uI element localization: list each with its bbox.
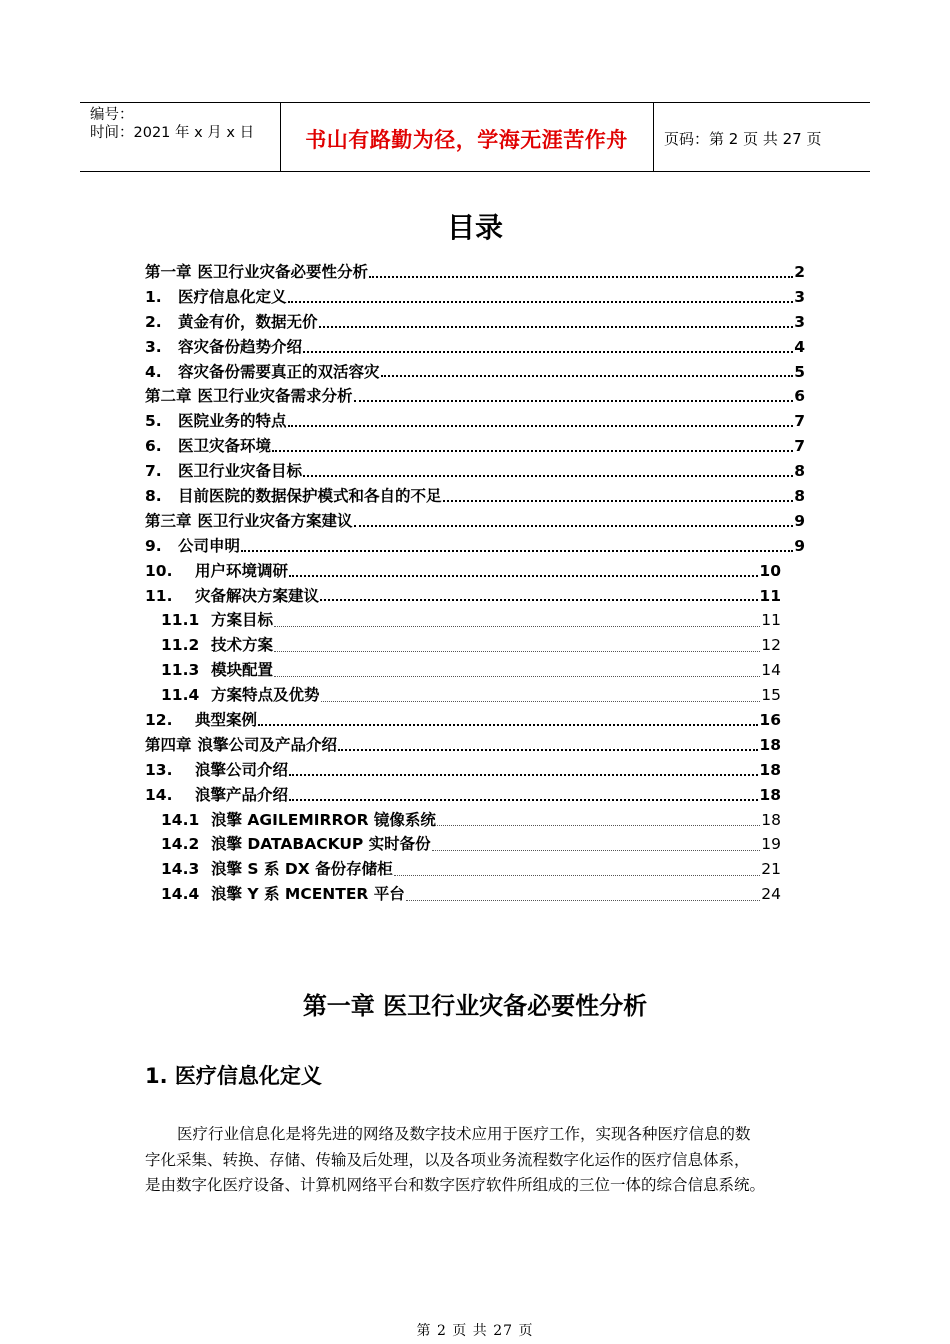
toc-entry-page: 19 bbox=[761, 835, 781, 854]
toc-entry[interactable] bbox=[145, 832, 781, 857]
toc-entry-title: 医卫灾备环境 bbox=[178, 437, 272, 456]
toc-entry-number: 11.1 bbox=[161, 611, 200, 630]
toc-leader-dots bbox=[303, 475, 793, 477]
toc-entry-number: 第三章 bbox=[145, 511, 192, 530]
toc-leader-dots bbox=[303, 351, 793, 353]
toc-entry[interactable] bbox=[145, 882, 781, 907]
toc-entry-title: 医卫行业灾备方案建议 bbox=[197, 511, 353, 530]
toc-entry-title: 目前医院的数据保护模式和各自的不足 bbox=[178, 487, 442, 506]
toc-entry-title: 浪擎 DATABACKUP 实时备份 bbox=[211, 835, 431, 854]
toc-leader-dots bbox=[437, 825, 760, 826]
toc-entry-number: 10. bbox=[145, 561, 173, 580]
toc-entry-page: 15 bbox=[761, 686, 781, 705]
toc-entry-number: 3. bbox=[145, 337, 162, 356]
paragraph-line: 字化采集、转换、存储、传输及后处理，以及各项业务流程数字化运作的医疗信息体系， bbox=[145, 1150, 750, 1169]
toc-entry[interactable] bbox=[145, 783, 781, 808]
toc-leader-dots bbox=[241, 550, 793, 552]
toc-entry-page: 18 bbox=[759, 785, 781, 804]
toc-entry-page: 12 bbox=[761, 636, 781, 655]
section-heading: 1. 医疗信息化定义 bbox=[145, 1064, 322, 1088]
toc-entry[interactable] bbox=[145, 683, 781, 708]
toc-entry-title: 模块配置 bbox=[211, 661, 274, 680]
toc-entry-number: 6. bbox=[145, 437, 162, 456]
toc-entry-title: 容灾备份趋势介绍 bbox=[178, 337, 303, 356]
paragraph-line: 是由数字化医疗设备、计算机网络平台和数字医疗软件所组成的三位一体的综合信息系统。 bbox=[145, 1176, 766, 1194]
toc-entry-page: 6 bbox=[794, 387, 805, 406]
toc-leader-dots bbox=[289, 799, 758, 801]
toc-entry-title: 用户环境调研 bbox=[195, 561, 289, 580]
paragraph-line: 医疗行业信息化是将先进的网络及数字技术应用于医疗工作，实现各种医疗信息的数 bbox=[177, 1125, 751, 1143]
toc-leader-dots bbox=[354, 400, 794, 402]
toc-entry-title: 浪擎 S 系 DX 备份存储柜 bbox=[211, 860, 393, 879]
toc-entry-number: 7. bbox=[145, 462, 162, 481]
toc-entry-page: 3 bbox=[794, 287, 805, 306]
toc-entry-page: 4 bbox=[794, 337, 805, 356]
toc-entry-number: 14.2 bbox=[161, 835, 200, 854]
toc-entry-page: 16 bbox=[759, 711, 781, 730]
toc-entry-page: 8 bbox=[794, 462, 805, 481]
toc-entry-number: 13. bbox=[145, 760, 173, 779]
toc-entry-page: 7 bbox=[794, 437, 805, 456]
toc-entry-number: 11.4 bbox=[161, 686, 200, 705]
toc-entry-title: 方案目标 bbox=[211, 611, 274, 630]
toc-entry[interactable] bbox=[145, 360, 805, 385]
toc-entry-number: 4. bbox=[145, 362, 162, 381]
toc-entry-title: 浪擎 AGILEMIRROR 镜像系统 bbox=[211, 810, 436, 829]
toc-entry-title: 医卫行业灾备必要性分析 bbox=[197, 263, 369, 281]
toc-entry-number: 1. bbox=[145, 287, 162, 306]
toc-leader-dots bbox=[272, 450, 793, 452]
toc-entry-page: 21 bbox=[761, 860, 781, 879]
header-motto-cell bbox=[280, 103, 654, 171]
toc-entry-title: 技术方案 bbox=[211, 636, 274, 655]
toc-leader-dots bbox=[258, 724, 758, 726]
toc-entry-page: 7 bbox=[794, 412, 805, 431]
toc-entry-number: 14.4 bbox=[161, 885, 200, 904]
toc-leader-dots bbox=[274, 651, 760, 652]
toc-entry[interactable] bbox=[145, 459, 805, 484]
toc-entry-title: 医院业务的特点 bbox=[178, 412, 287, 431]
toc-title: 目录 bbox=[446, 211, 503, 244]
toc-entry-page: 24 bbox=[761, 885, 781, 904]
toc-entry-number: 14.1 bbox=[161, 810, 200, 829]
toc-leader-dots bbox=[288, 425, 794, 427]
toc-entry-title: 浪擎公司及产品介绍 bbox=[197, 735, 338, 754]
toc-entry-title: 医卫行业灾备目标 bbox=[178, 462, 303, 481]
toc-entry[interactable] bbox=[145, 310, 805, 335]
toc-entry[interactable] bbox=[145, 708, 781, 733]
toc-entry-page: 10 bbox=[759, 561, 781, 580]
toc-entry-page: 2 bbox=[794, 263, 805, 281]
chapter-heading: 第一章 医卫行业灾备必要性分析 bbox=[302, 992, 648, 1020]
body-paragraph bbox=[145, 1122, 805, 1199]
toc-entry-page: 18 bbox=[761, 810, 781, 829]
toc-entry-page: 3 bbox=[794, 312, 805, 331]
toc-entry-title: 医卫行业灾备需求分析 bbox=[197, 387, 353, 406]
toc-leader-dots bbox=[289, 575, 758, 577]
toc-entry[interactable] bbox=[145, 857, 781, 882]
toc-entry[interactable] bbox=[145, 384, 805, 409]
toc-leader-dots bbox=[443, 500, 794, 502]
toc-entry-title: 公司申明 bbox=[178, 536, 241, 555]
toc-entry-page: 11 bbox=[761, 611, 781, 630]
toc-entry-number: 11.2 bbox=[161, 636, 200, 655]
toc-entry-title: 典型案例 bbox=[195, 711, 258, 730]
toc-entry-number: 2. bbox=[145, 312, 162, 331]
header-page-cell bbox=[654, 103, 870, 171]
toc-entry-title: 浪擎公司介绍 bbox=[195, 760, 289, 779]
toc-leader-dots bbox=[369, 276, 793, 278]
toc-leader-dots bbox=[274, 676, 760, 677]
toc-entry[interactable] bbox=[145, 733, 781, 758]
toc-entry-title: 医疗信息化定义 bbox=[178, 287, 287, 306]
toc-entry[interactable] bbox=[145, 559, 781, 584]
time-label: 时间：2021 年 x 月 x 日 bbox=[90, 125, 255, 141]
toc-entry-number: 第一章 bbox=[145, 263, 192, 281]
toc-entry-title: 浪擎 Y 系 MCENTER 平台 bbox=[211, 885, 405, 904]
toc-entry-page: 9 bbox=[794, 511, 805, 530]
toc-leader-dots bbox=[406, 900, 761, 901]
toc-leader-dots bbox=[354, 525, 794, 527]
toc-entry[interactable] bbox=[145, 484, 805, 509]
toc-entry[interactable] bbox=[145, 658, 781, 683]
toc-entry[interactable] bbox=[145, 758, 781, 783]
toc-entry[interactable] bbox=[145, 509, 805, 534]
toc-entry-page: 5 bbox=[794, 362, 805, 381]
toc-entry[interactable] bbox=[145, 260, 805, 285]
toc-entry[interactable] bbox=[145, 808, 781, 833]
toc-entry-number: 11.3 bbox=[161, 661, 200, 680]
toc-entry-number: 第二章 bbox=[145, 387, 192, 406]
toc-leader-dots bbox=[320, 599, 758, 601]
toc-entry-page: 8 bbox=[794, 487, 805, 506]
toc-leader-dots bbox=[394, 875, 761, 876]
toc-entry-title: 黄金有价，数据无价 bbox=[178, 312, 318, 331]
toc-leader-dots bbox=[289, 774, 758, 776]
toc-entry-page: 9 bbox=[794, 536, 805, 555]
toc-entry-page: 18 bbox=[759, 760, 781, 779]
toc-entry-page: 18 bbox=[759, 735, 781, 754]
toc-entry-title: 方案特点及优势 bbox=[211, 686, 320, 705]
toc-entry-title: 灾备解决方案建议 bbox=[195, 586, 320, 605]
toc-entry-number: 9. bbox=[145, 536, 162, 555]
toc-entry-number: 11. bbox=[145, 586, 173, 605]
toc-entry-number: 8. bbox=[145, 487, 162, 506]
page-info: 页码：第 2 页 共 27 页 bbox=[664, 130, 822, 148]
toc-entry-number: 14.3 bbox=[161, 860, 200, 879]
toc-entry-page: 14 bbox=[761, 661, 781, 680]
toc-entry-title: 容灾备份需要真正的双活容灾 bbox=[178, 362, 380, 381]
toc-leader-dots bbox=[381, 375, 794, 377]
toc-leader-dots bbox=[432, 850, 761, 851]
toc-entry[interactable] bbox=[145, 434, 805, 459]
toc-entry-title: 浪擎产品介绍 bbox=[195, 785, 289, 804]
toc-entry-number: 5. bbox=[145, 412, 162, 431]
toc-entry[interactable] bbox=[145, 633, 781, 658]
motto-text: 书山有路勤为径，学海无涯苦作舟 bbox=[305, 127, 628, 152]
toc-entry[interactable] bbox=[145, 409, 805, 434]
toc-leader-dots bbox=[274, 626, 760, 627]
toc-entry[interactable] bbox=[145, 335, 805, 360]
toc-entry[interactable] bbox=[145, 608, 781, 633]
header-meta-cell bbox=[80, 103, 281, 171]
toc-entry-page: 11 bbox=[759, 586, 781, 605]
number-label: 编号： bbox=[90, 107, 134, 123]
toc-entry[interactable] bbox=[145, 584, 781, 609]
page-footer: 第 2 页 共 27 页 bbox=[416, 1323, 534, 1339]
toc-entry-number: 12. bbox=[145, 711, 173, 730]
toc-leader-dots bbox=[321, 701, 761, 702]
toc-entry[interactable] bbox=[145, 285, 805, 310]
toc-entry-number: 14. bbox=[145, 785, 173, 804]
table-of-contents bbox=[145, 260, 805, 907]
document-header bbox=[80, 102, 870, 172]
toc-leader-dots bbox=[319, 326, 794, 328]
toc-entry[interactable] bbox=[145, 534, 805, 559]
toc-entry-number: 第四章 bbox=[145, 735, 192, 754]
toc-leader-dots bbox=[288, 301, 794, 303]
toc-leader-dots bbox=[338, 749, 758, 751]
